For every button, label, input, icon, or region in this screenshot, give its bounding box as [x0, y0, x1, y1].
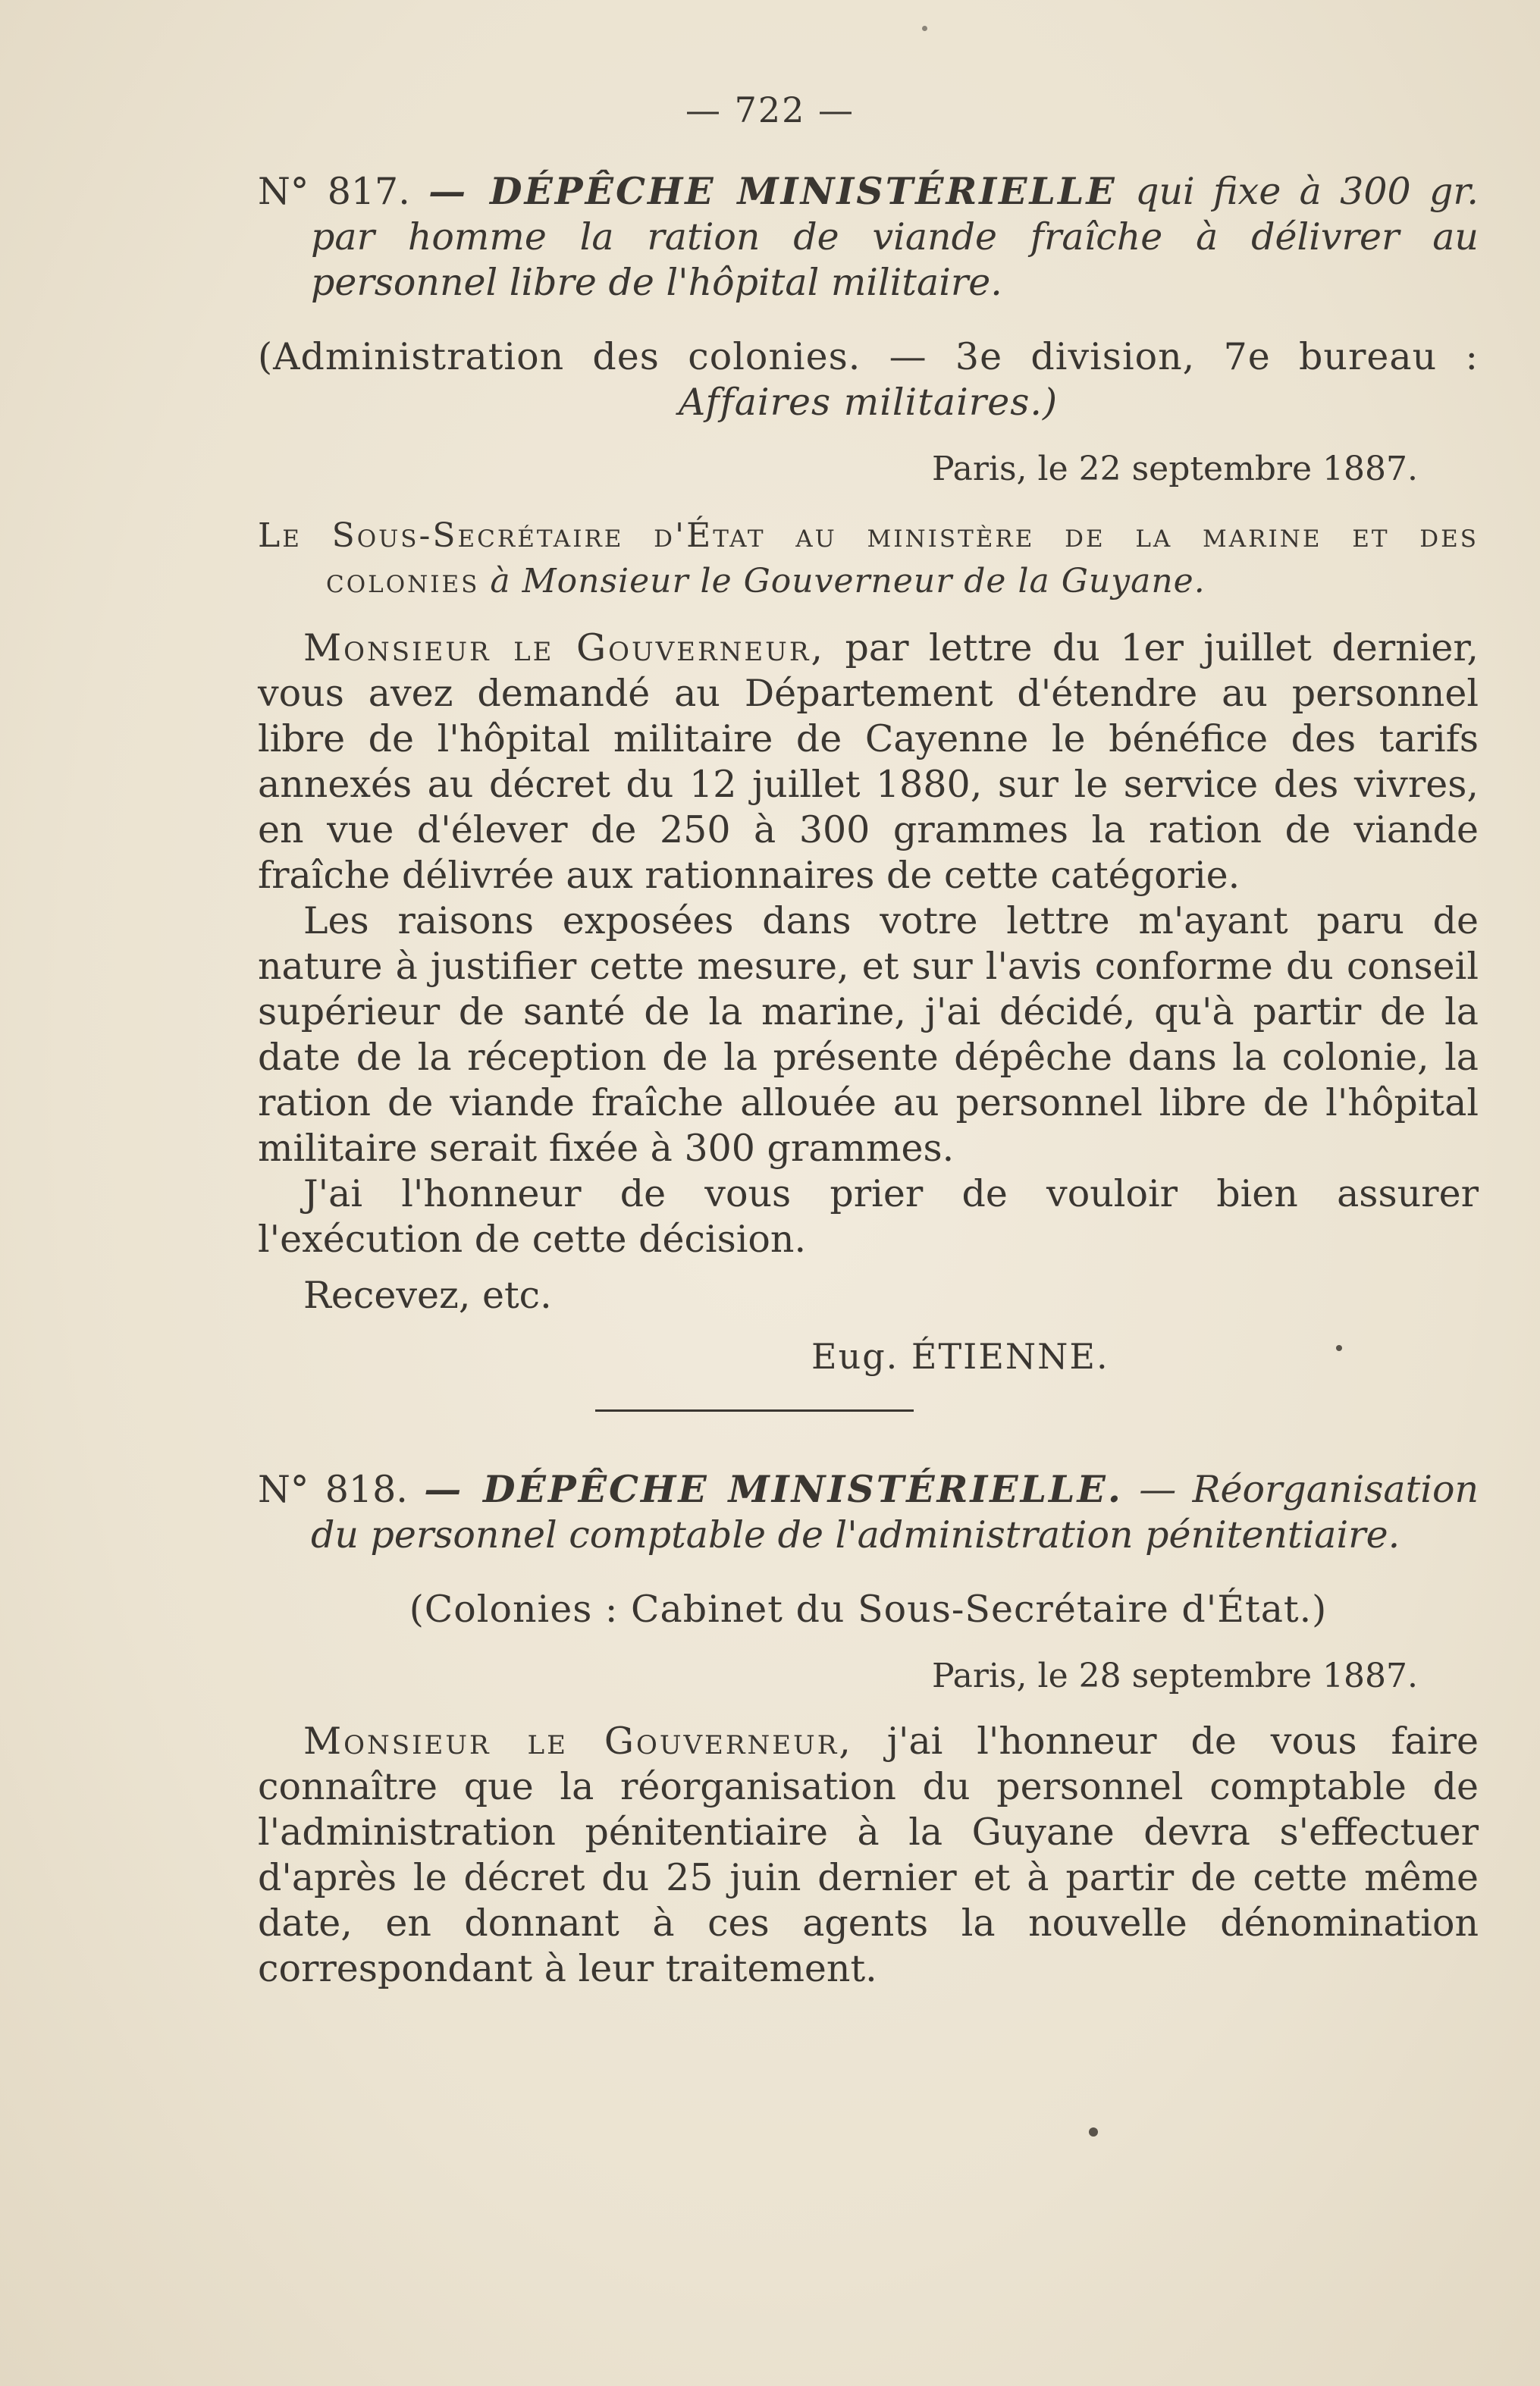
document-818-dateline: Paris, le 28 septembre 1887. — [931, 1657, 1418, 1695]
ink-spot — [1089, 2127, 1098, 2137]
document-817-closing: Recevez, etc. — [303, 1274, 552, 1317]
section-divider — [595, 1409, 914, 1412]
document-817-administration — [258, 334, 1479, 425]
document-817-dateline: Paris, le 22 septembre 1887. — [931, 450, 1418, 488]
document-818 — [258, 1466, 1479, 1992]
paragraph-text: j'ai l'honneur de vous faire connaître que la réorganisation du personnel comptable de l'administration pénitentiaire à la Guyane devra s'effectuer d'après le décret du 25 juin dernier et à partir de cette même date, en donnant à ces agents la nouvelle dénomination correspondant à leur traitement. — [258, 1720, 1479, 1990]
administration-line: (Administration des colonies. — 3e division, 7e bureau : — [258, 335, 1479, 378]
address-recipient: à Monsieur le Gouverneur de la Guyane. — [490, 562, 1206, 600]
salutation: Monsieur le Gouverneur, — [303, 626, 825, 669]
document-818-number: N° 818. — [258, 1468, 408, 1511]
ink-spot — [922, 26, 927, 31]
document-818-administration: (Colonies : Cabinet du Sous-Secrétaire d'État.) — [409, 1588, 1328, 1631]
document-817-number: N° 817. — [258, 170, 410, 213]
address-sender: Le Sous-Secrétaire d'État au ministère de la marine et des colonies — [258, 516, 1479, 600]
document-817-signature: Eug. ÉTIENNE. — [811, 1336, 1109, 1377]
ink-spot — [1336, 1345, 1342, 1351]
document-817 — [258, 168, 1479, 1992]
document-818-heading — [258, 1466, 1479, 1558]
document-817-paragraph-1 — [258, 626, 1479, 898]
page-number: — 722 — — [685, 89, 855, 130]
salutation: Monsieur le Gouverneur, — [303, 1720, 853, 1763]
document-818-paragraph-1 — [258, 1719, 1479, 1992]
document-817-address — [258, 513, 1479, 604]
paragraph-text: par lettre du 1er juillet dernier, vous avez demandé au Département d'étendre au personnel libre de l'hôpital militaire de Cayenne le bénéfice des tarifs annexés au décret du 12 juillet 1880, sur le service des vivres, en vue d'élever de 250 à 300 grammes la ration de viande fraîche délivrée aux rationnaires de cette catégorie. — [258, 626, 1479, 897]
document-817-title: — DÉPÊCHE MINISTÉRIELLE — [428, 169, 1117, 213]
document-817-paragraph-2: Les raisons exposées dans votre lettre m'ayant paru de nature à justifier cette mesure, et sur l'avis conforme du conseil supérieur de santé de la marine, j'ai décidé, qu'à partir de la date de la réception de la présente dépêche dans la colonie, la ration de viande fraîche allouée au personnel libre de l'hôpital militaire serait fixée à 300 grammes. — [258, 899, 1479, 1170]
document-818-title: — DÉPÊCHE MINISTÉRIELLE. — [424, 1467, 1123, 1511]
document-818-description: — Réorganisation du personnel comptable de l'administration pénitentiaire. — [311, 1468, 1479, 1557]
document-817-paragraph-3: J'ai l'honneur de vous prier de vouloir bien assurer l'exécution de cette décision. — [258, 1172, 1479, 1261]
administration-affairs: Affaires militaires.) — [678, 381, 1059, 424]
document-817-description: qui fixe à 300 gr. par homme la ration de viande fraîche à délivrer au personnel libre de l'hôpital militaire. — [311, 170, 1479, 304]
document-817-heading — [258, 168, 1479, 306]
